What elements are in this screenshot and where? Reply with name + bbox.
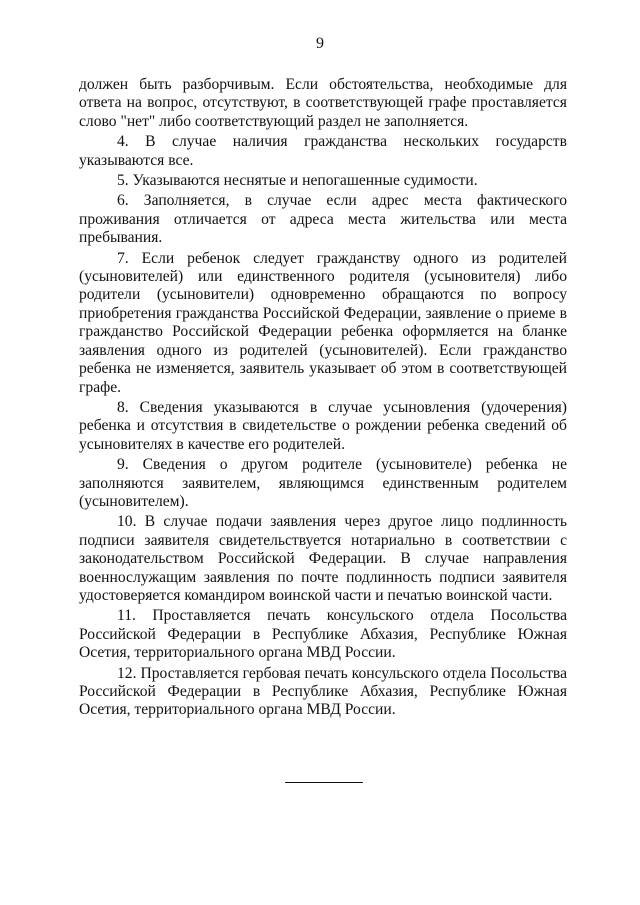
paragraph-note-11: 11. Проставляется печать консульского отдела Посольства Российской Федерации в Республике Абхазия, Республике Южная Осетия, территориального органа МВД России. xyxy=(79,607,567,662)
paragraph-continuation: должен быть разборчивым. Если обстоятельства, необходимые для ответа на вопрос, отсутствуют, в соответствующей графе проставляется слово "нет" либо соответствующий раздел не заполняется. xyxy=(79,76,567,130)
end-of-document-rule xyxy=(285,782,363,783)
paragraph-note-7: 7. Если ребенок следует гражданству одного из родителей (усыновителей) или единственного родителя (усыновителя) либо родители (усыновители) одновременно обращаются по вопросу приобретения гражданства Российской Федерации, заявление о приеме в гражданство Российской Федерации ребенка оформляется на бланке заявления одного из родителей (усыновителей). Если гражданство ребенка не изменяется, заявитель указывает об этом в соответствующей графе. xyxy=(79,249,567,396)
paragraph-note-10: 10. В случае подачи заявления через другое лицо подлинность подписи заявителя свидетельствуется нотариально в соответствии с законодательством Российской Федерации. В случае направления военнослужащим заявления по почте подлинность подписи заявителя удостоверяется командиром воинской части и печатью воинской части. xyxy=(79,513,567,604)
paragraph-note-5: 5. Указываются неснятые и непогашенные судимости. xyxy=(117,172,478,190)
paragraph-note-9: 9. Сведения о другом родителе (усыновителе) ребенка не заполняются заявителем, являющимся единственным родителем (усыновителем). xyxy=(79,456,567,510)
document-body xyxy=(79,76,567,722)
page-number: 9 xyxy=(316,35,324,52)
paragraph-note-4: 4. В случае наличия гражданства нескольких государств указываются все. xyxy=(79,133,567,169)
paragraph-note-12: 12. Проставляется гербовая печать консульского отдела Посольства Российской Федерации в Республике Абхазия, Республике Южная Осетия, территориального органа МВД России. xyxy=(79,664,567,719)
paragraph-note-6: 6. Заполняется, в случае если адрес места фактического проживания отличается от адреса места жительства или места пребывания. xyxy=(79,192,567,247)
paragraph-note-8: 8. Сведения указываются в случае усыновления (удочерения) ребенка и отсутствия в свидетельстве о рождении ребенка сведений об усыновителях в качестве его родителей. xyxy=(79,398,567,453)
